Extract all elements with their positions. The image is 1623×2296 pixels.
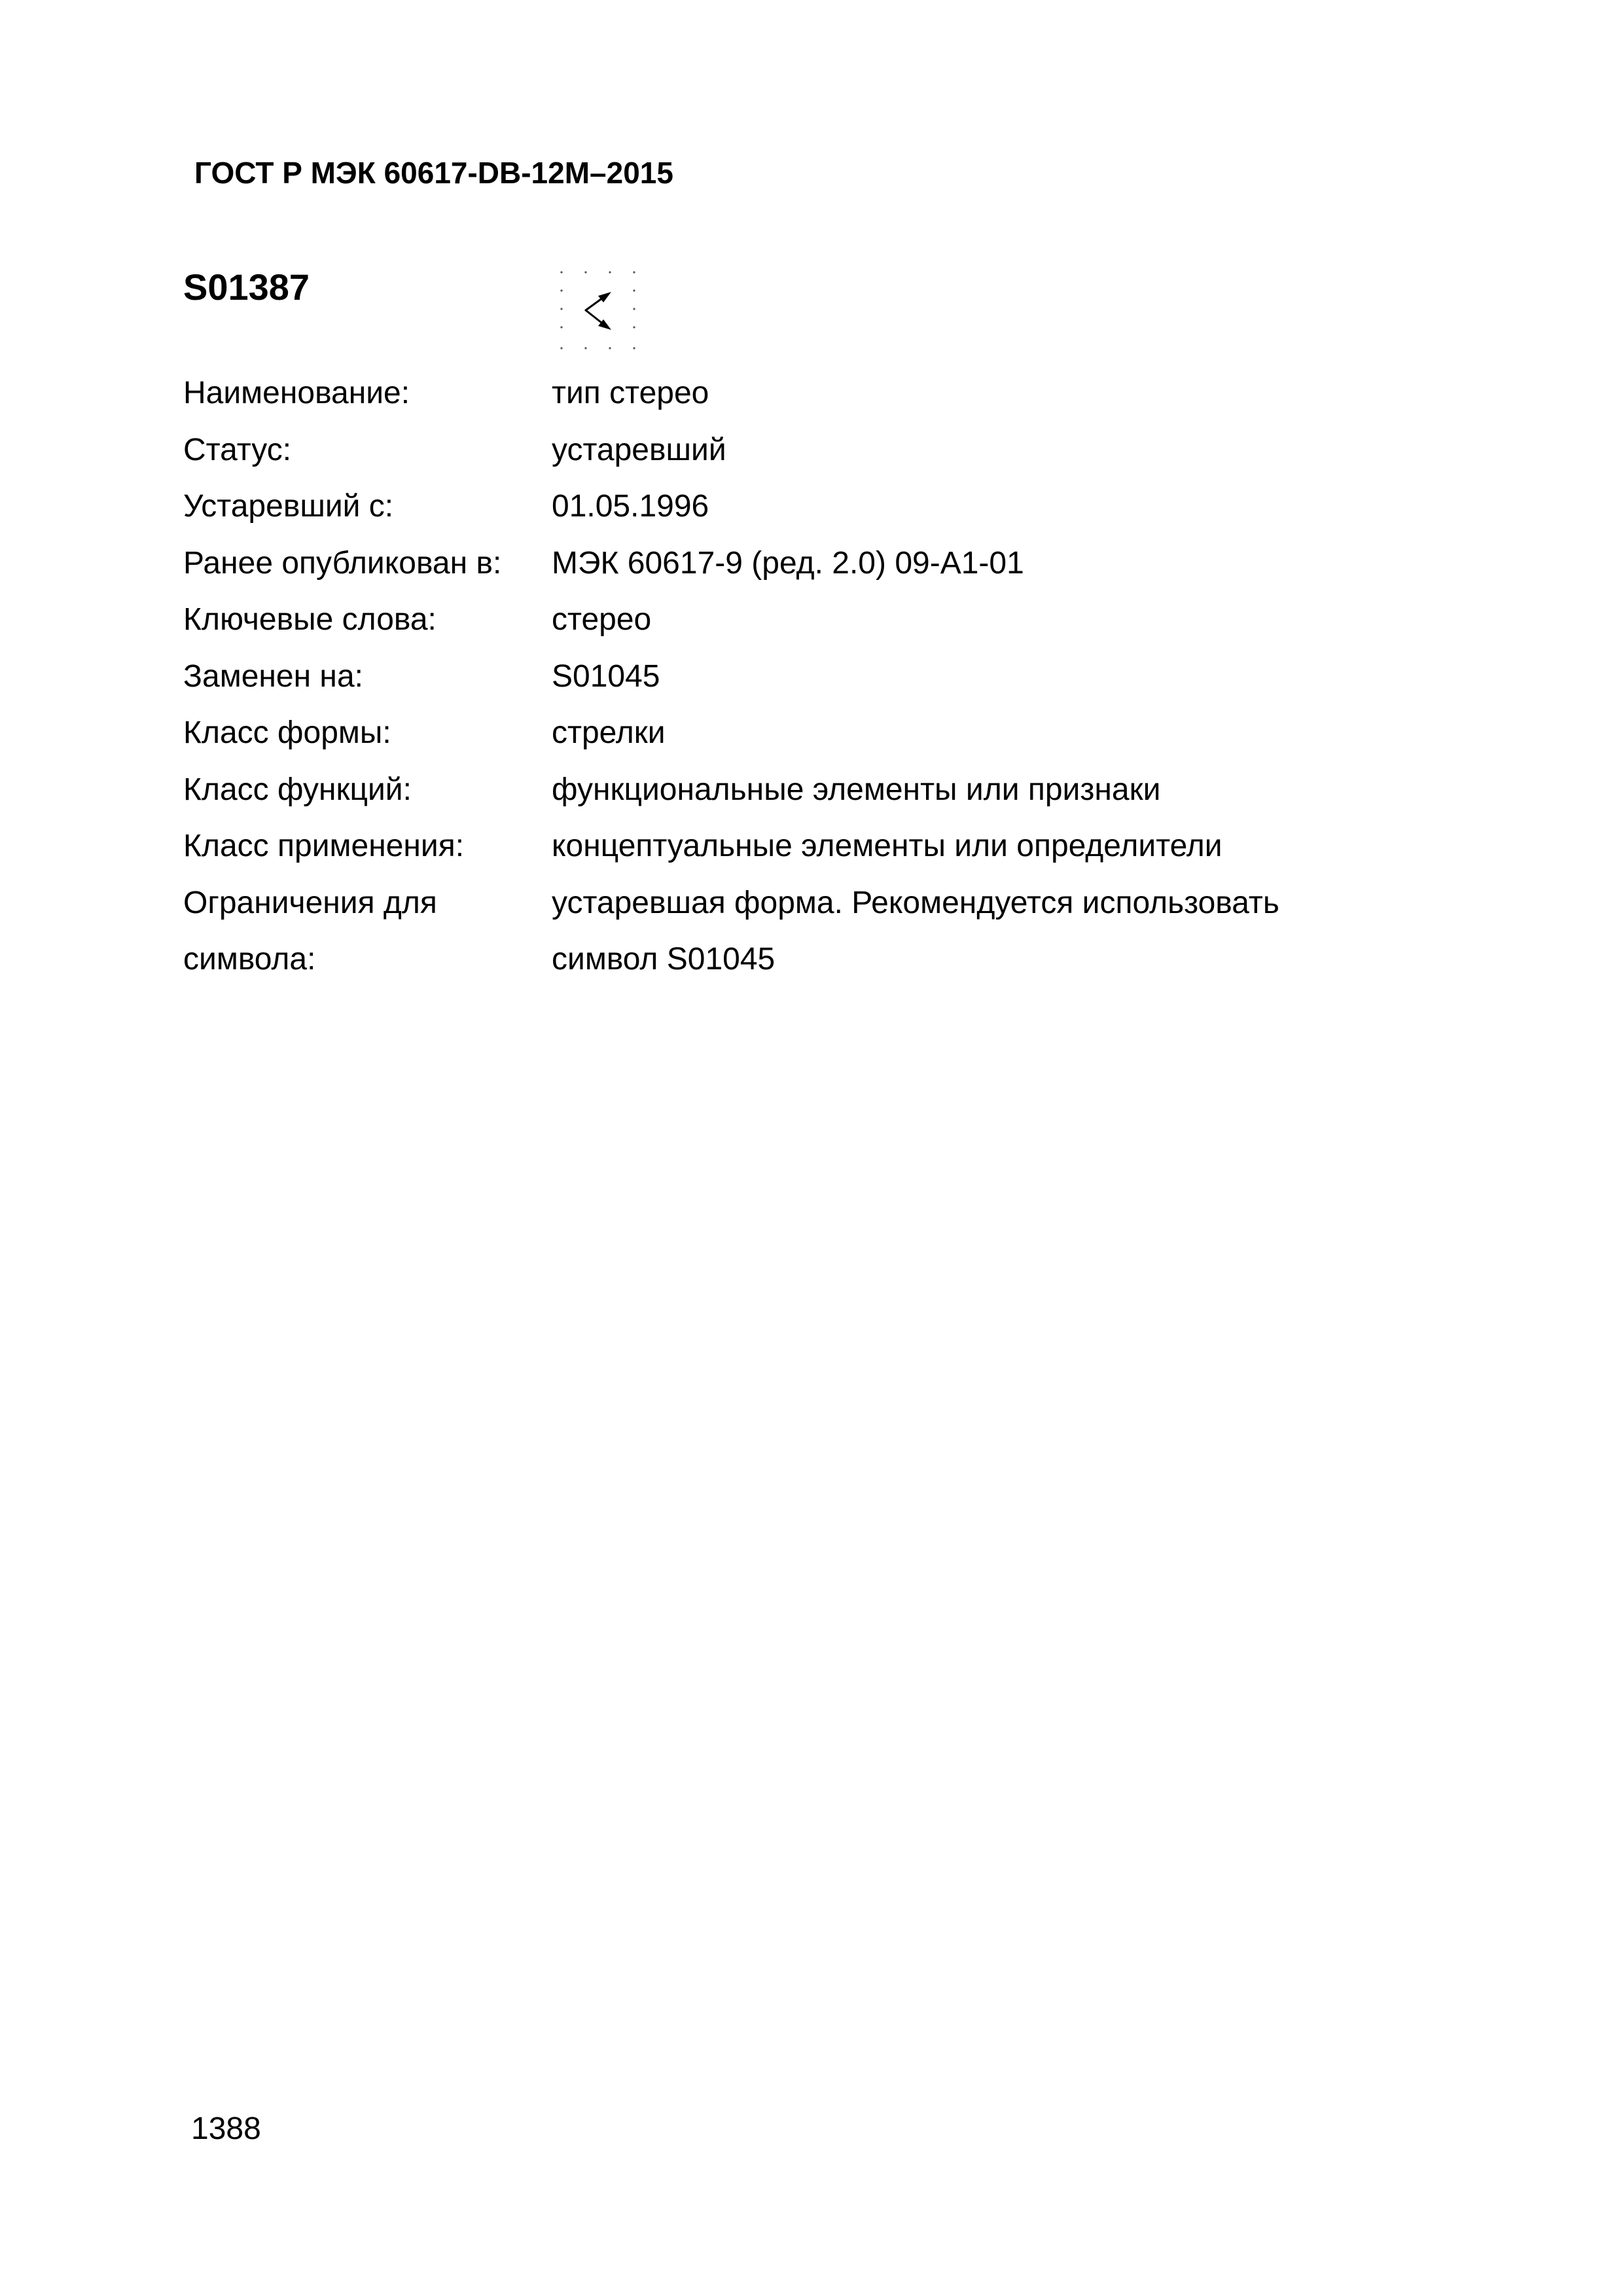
property-row	[183, 875, 1492, 988]
property-label: Ранее опубликован в:	[183, 545, 502, 581]
property-value: концептуальные элементы или определители	[552, 829, 1222, 863]
property-label: Класс формы:	[183, 715, 391, 750]
property-value: устаревший	[552, 432, 726, 467]
property-label: Наименование:	[183, 376, 410, 410]
properties-table	[183, 365, 1492, 988]
symbol-grid-dots	[560, 271, 635, 349]
property-value: функциональные элементы или признаки	[552, 772, 1161, 807]
property-value: тип стерео	[552, 376, 709, 410]
stereo-type-arrows-icon	[556, 268, 648, 357]
page-header: ГОСТ Р МЭК 60617-DB-12M–2015	[194, 156, 673, 190]
property-row	[183, 818, 1492, 875]
property-row	[183, 535, 1492, 592]
property-value: стерео	[552, 602, 652, 637]
property-value: S01045	[552, 658, 660, 694]
property-label: Статус:	[183, 432, 292, 467]
property-row	[183, 592, 1492, 649]
property-value: устаревшая форма. Рекомендуется использовать символ S01045	[552, 885, 1279, 977]
property-row	[183, 762, 1492, 819]
property-row	[183, 422, 1492, 479]
property-label: Класс функций:	[183, 772, 412, 807]
property-label: Ключевые слова:	[183, 602, 437, 637]
property-label: Устаревший с:	[183, 489, 394, 524]
property-row	[183, 478, 1492, 535]
property-row	[183, 705, 1492, 762]
page-number: 1388	[191, 2111, 261, 2146]
symbol-code: S01387	[183, 266, 310, 308]
property-value: 01.05.1996	[552, 489, 709, 524]
property-row	[183, 365, 1492, 422]
property-label: Ограничения для символа:	[183, 885, 437, 977]
property-label: Класс применения:	[183, 829, 465, 863]
property-value: МЭК 60617-9 (ред. 2.0) 09-А1-01	[552, 545, 1024, 581]
property-label: Заменен на:	[183, 658, 363, 694]
property-value: стрелки	[552, 715, 666, 750]
property-row	[183, 649, 1492, 706]
